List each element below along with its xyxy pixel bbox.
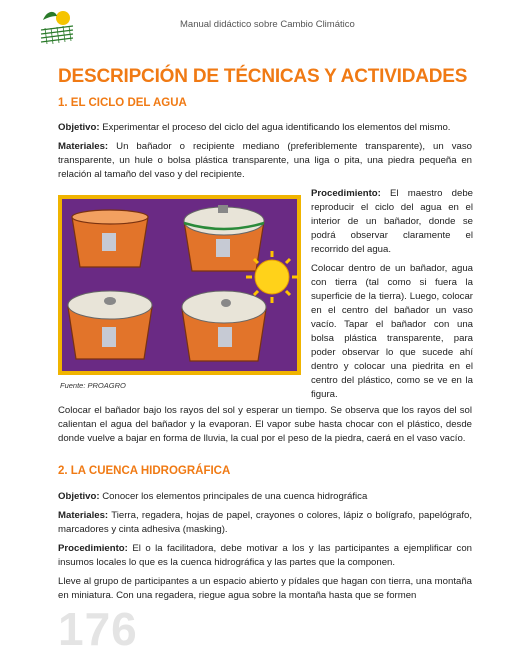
page-title: DESCRIPCIÓN DE TÉCNICAS Y ACTIVIDADES — [58, 66, 468, 87]
basin-illustration — [72, 210, 148, 267]
materials-label-2: Materiales: — [58, 510, 109, 521]
objective-label: Objetivo: — [58, 122, 100, 133]
section-heading-watershed: 2. LA CUENCA HIDROGRÁFICA — [58, 465, 231, 477]
materials-label: Materiales: — [58, 141, 109, 152]
objective-paragraph — [58, 121, 472, 135]
section-heading-water-cycle: 1. EL CICLO DEL AGUA — [58, 97, 187, 109]
procedure-text-2: El o la facilitadora, debe motivar a los y las participantes a ejemplificar con insumos locales lo que es la cuenca hidrográfica y las partes que la componen. — [58, 543, 472, 568]
procedure-paragraph — [311, 187, 473, 257]
covered-basin-illustration — [184, 205, 264, 271]
procedure-label: Procedimiento: — [311, 188, 381, 199]
water-cycle-figure — [58, 195, 301, 375]
page-number: 176 — [58, 603, 138, 655]
closing-paragraph: Colocar el bañador bajo los rayos del sol y esperar un tiempo. Se observa que los rayos del sol calientan el agua del bañador y la evaporan. El vapor sube hasta chocar con el plástico, desde donde vuelve a bajar en forma de lluvia, la cual por el peso de la piedra, caerá en el vaso vacío. — [58, 405, 472, 444]
basin-with-stone-illustration — [68, 291, 152, 359]
procedure-text: El maestro debe reproducir el ciclo del agua en el interior de un bañador, donde se podrá observar claramente el recorrido del agua. — [311, 188, 473, 255]
materials-paragraph-2 — [58, 509, 472, 537]
figure-caption: Fuente: PROAGRO — [60, 381, 126, 390]
leaf-sun-logo — [39, 6, 75, 46]
procedure-label-2: Procedimiento: — [58, 543, 128, 554]
objective-text: Experimentar el proceso del ciclo del agua identificando los elementos del mismo. — [99, 122, 451, 133]
procedure-paragraph-2: Colocar dentro de un bañador, agua con tierra (tal como si fuera la superficie de la tierra). Luego, colocar en el centro del bañador un vaso vacío. Tapar el bañador con una bolsa plástica transparente, para poder observar lo que sucede ahí dentro y colocar una piedrita en el centro del plástico, como se ve en la figura. — [311, 263, 473, 400]
header-title: Manual didáctico sobre Cambio Climático — [180, 19, 355, 30]
objective-paragraph-2 — [58, 490, 472, 504]
evaporation-basin-illustration — [182, 291, 266, 361]
materials-text: Un bañador o recipiente mediano (preferiblemente transparente), un vaso transparente, un hule o bolsa plástica transparente, una liga o pita, una piedra pequeña en relación al tamaño del vaso y del recipiente. — [58, 141, 472, 180]
objective-text-2: Conocer los elementos principales de una cuenca hidrográfica — [99, 491, 368, 502]
activity-paragraph: Lleve al grupo de participantes a un espacio abierto y pídales que hagan con tierra, una montaña en miniatura. Con una regadera, riegue agua sobre la montaña hasta que se formen — [58, 576, 472, 601]
objective-label-2: Objetivo: — [58, 491, 100, 502]
materials-paragraph — [58, 140, 472, 182]
materials-text-2: Tierra, regadera, hojas de papel, crayones o colores, lápiz o bolígrafo, papelógrafo, marcadores y cinta adhesiva (masking). — [58, 510, 472, 535]
procedure-paragraph-3 — [58, 542, 472, 570]
